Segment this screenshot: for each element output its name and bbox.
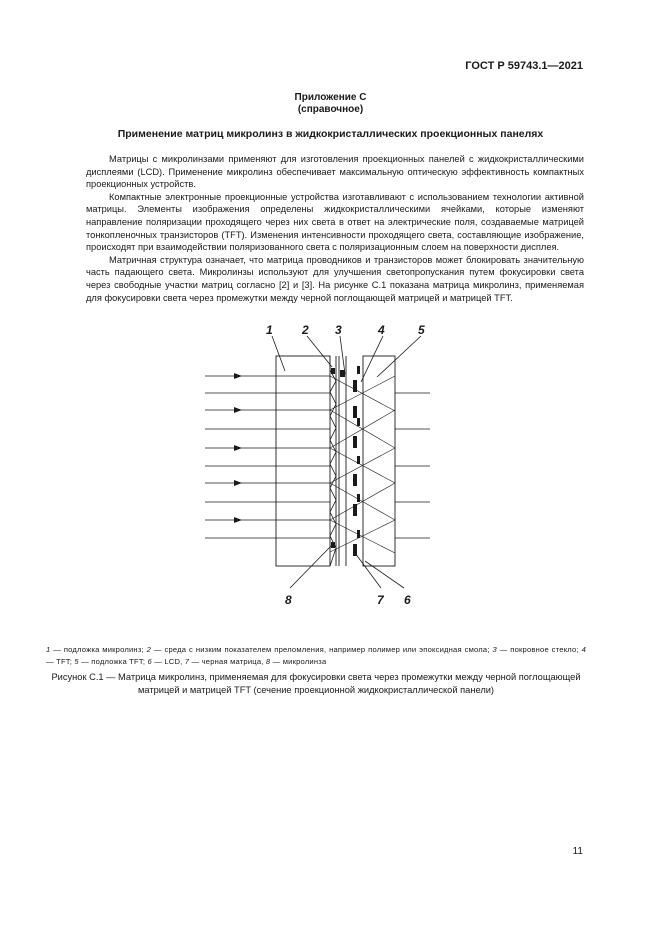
panel-layers bbox=[276, 356, 395, 566]
label-2: 2 bbox=[302, 323, 309, 337]
annex-subtitle: (справочное) bbox=[297, 104, 364, 115]
label-6: 6 bbox=[404, 593, 411, 607]
tft-substrate bbox=[363, 356, 395, 566]
label-7: 7 bbox=[377, 593, 384, 607]
black-matrix bbox=[331, 366, 360, 556]
light-rays bbox=[205, 376, 430, 538]
page-number: 11 bbox=[572, 846, 583, 857]
paragraph: Компактные электронные проекционные устройства изготавливают с использованием технологии активной матрицы. Элементы изображения определены жидкокристаллическими ячейками, которые изменяют направление поляризации проходящего через них света в ответ на электрические поля, создаваемые матрицей тонкопленочных транзисторов (TFT). Изменения интенсивности проходящего света, составляющие изображение, происходят при взаимодействии поляризованного света с поляризационным слоем на поверхности дисплея. bbox=[86, 191, 584, 253]
figure-caption: Рисунок С.1 — Матрица микролинз, применяемая для фокусировки света через промежутки между черной поглощающей матрицей и матрицей TFT (сечение проекционной жидкокристаллической панели) bbox=[51, 672, 581, 695]
annex-title: Приложение С bbox=[294, 92, 367, 103]
figure-legend: 1 — подложка микролинз; 2 — среда с низким показателем преломления, например полимер или эпоксидная смола; 3 — покровное стекло; 4 — TFT; 5 — подложка TFT; 6 — LCD, 7 — черная матрица, 8 — микролинза bbox=[46, 645, 586, 666]
section-title: Применение матриц микролинз в жидкокристаллических проекционных панелях bbox=[117, 128, 544, 140]
ray-arrows bbox=[234, 373, 242, 523]
paragraph: Матричная структура означает, что матрица проводников и транзисторов может блокировать значительную часть падающего света. Микролинзы используют для улучшения светопропускания путем фокусировки света через свободные участки матриц согласно [2] и [3]. На рисунке С.1 показана матрица микролинз, применяемая для фокусировки света через промежутки между черной поглощающей матрицей и матрицей TFT. bbox=[86, 254, 584, 303]
standard-number: ГОСТ Р 59743.1—2021 bbox=[465, 60, 583, 72]
microlens-array bbox=[330, 356, 336, 566]
label-4: 4 bbox=[378, 323, 385, 337]
paragraph: Матрицы с микролинзами применяют для изготовления проекционных панелей с жидкокристаллическими дисплеями (LCD). Применение микролинз обеспечивает максимальную оптическую эффективность компактных проекционных устройств. bbox=[86, 154, 584, 190]
label-8: 8 bbox=[285, 593, 292, 607]
label-5: 5 bbox=[418, 323, 425, 337]
leader-lines bbox=[272, 336, 421, 588]
microlens-substrate bbox=[276, 356, 330, 566]
label-1: 1 bbox=[266, 323, 273, 337]
focused-rays bbox=[330, 376, 395, 553]
label-3: 3 bbox=[335, 323, 342, 337]
